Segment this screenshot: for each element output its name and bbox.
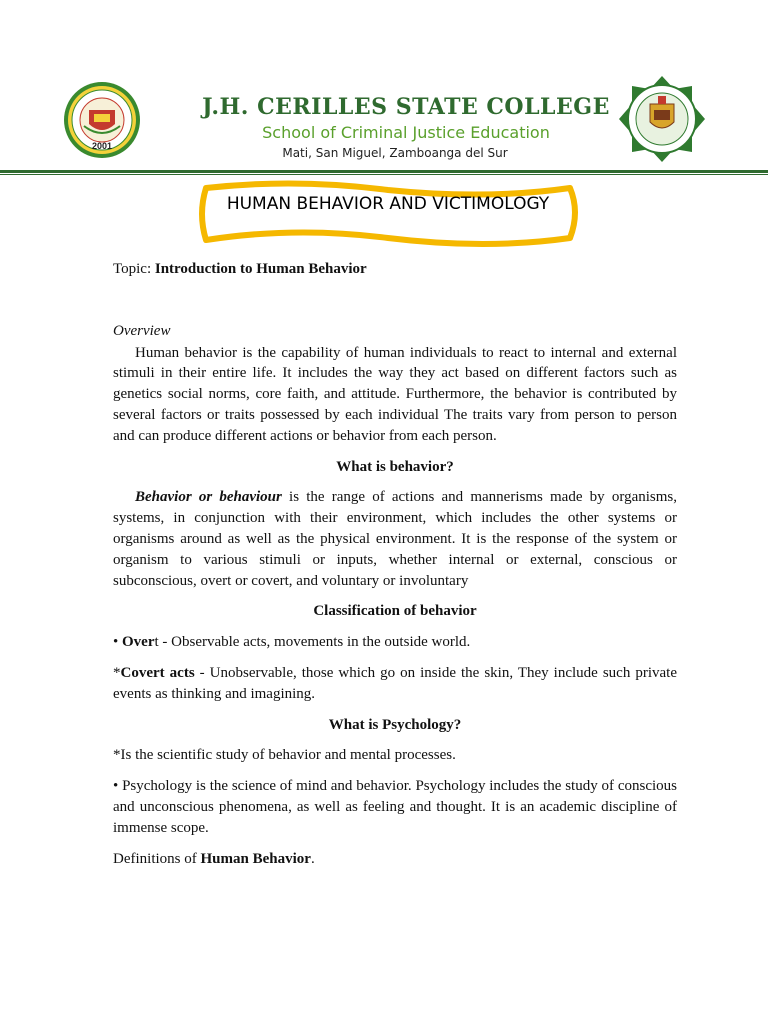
covert-term: Covert acts [120, 664, 195, 681]
behavior-definition: is the range of actions and mannerisms made by organisms, systems, in conjunction with their environment, which includes the other systems or organisms around as well as the physical environment. It is the response of the system or organism to various stimuli or inputs, whether internal or external, conscious or subconscious, overt or covert, and voluntary or involuntary [113, 489, 677, 589]
covert-item [113, 663, 677, 705]
topic-value: Introduction to Human Behavior [154, 261, 367, 277]
classification-heading: Classification of behavior [313, 603, 477, 620]
definitions-line [113, 849, 677, 870]
what-is-behavior-heading: What is behavior? [336, 458, 454, 475]
overt-item [113, 632, 677, 653]
school-name: School of Criminal Justice Education [262, 123, 550, 142]
header-rule [0, 170, 768, 173]
psychology-line-1: *Is the scientific study of behavior and mental processes. [113, 747, 456, 764]
topic-label: Topic: [113, 261, 155, 277]
title-banner-frame [196, 180, 580, 250]
what-is-psychology-heading: What is Psychology? [328, 716, 462, 733]
college-address: Mati, San Miguel, Zamboanga del Sur [282, 146, 508, 160]
left-seal-year: 2001 [91, 141, 113, 151]
overview-paragraph: Human behavior is the capability of human individuals to react to internal and external stimuli in their entire life. It includes the way they act based on different factors such as genetics social norms, core faith, and attitude. Furthermore, the behavior is contributed by several factors or traits possessed by each individual The traits vary from person to person and can produce different actions or behavior from each person. [113, 344, 677, 444]
behavior-term: Behavior or behaviour [135, 489, 282, 506]
header-rule-thin [0, 174, 768, 175]
overview-heading: Overview [113, 322, 171, 339]
course-title: HUMAN BEHAVIOR AND VICTIMOLOGY [226, 194, 550, 214]
definitions-suffix: . [310, 850, 315, 867]
overt-term: Over [122, 634, 155, 651]
definitions-term: Human Behavior [200, 850, 311, 867]
overt-bullet: • [113, 634, 123, 651]
covert-star: * [113, 664, 121, 681]
behavior-definition-paragraph [113, 487, 677, 591]
psychology-line-2: • Psychology is the science of mind and behavior. Psychology includes the study of conscious and unconscious phenomena, as well as feeling and thought. It is an academic discipline of immense scope. [113, 778, 677, 836]
covert-description: - Unobservable, those which go on inside the skin, They include such private events as thinking and imagining. [113, 664, 677, 702]
topic-line [113, 259, 677, 280]
overt-description: t - Observable acts, movements in the outside world. [154, 634, 471, 651]
document-body [113, 259, 677, 869]
definitions-prefix: Definitions of [113, 850, 201, 867]
college-name: J.H. CERILLES STATE COLLEGE [202, 94, 610, 120]
